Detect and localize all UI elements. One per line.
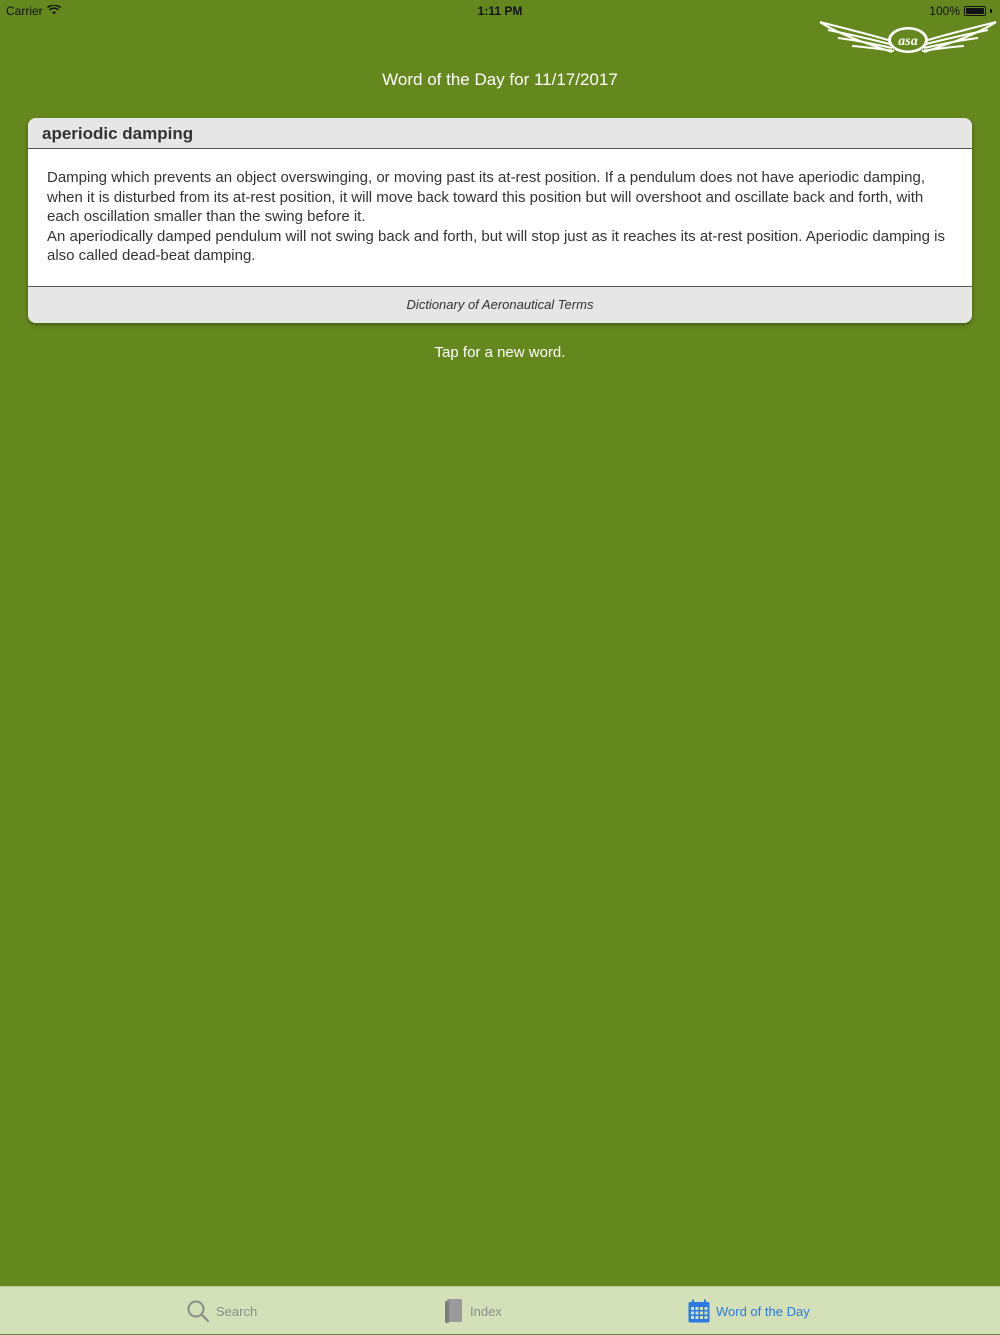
tab-index[interactable] <box>444 1287 502 1335</box>
clock: 1:11 PM <box>477 4 523 18</box>
tab-label: Index <box>470 1303 502 1319</box>
carrier-label: Carrier <box>6 4 43 18</box>
tab-word-of-the-day[interactable] <box>688 1287 810 1335</box>
battery-icon <box>964 6 986 16</box>
word-card[interactable] <box>28 118 972 323</box>
battery-indicator <box>929 4 992 18</box>
definition-body <box>28 149 972 287</box>
book-icon <box>444 1298 464 1324</box>
tab-search[interactable] <box>186 1287 257 1335</box>
search-icon <box>186 1299 210 1323</box>
page-title: Word of the Day for 11/17/2017 <box>382 70 618 89</box>
battery-percent: 100% <box>929 4 960 18</box>
source-label: Dictionary of Aeronautical Terms <box>28 287 972 323</box>
new-word-hint[interactable]: Tap for a new word. <box>434 344 566 361</box>
calendar-icon <box>688 1299 710 1323</box>
tab-label: Word of the Day <box>716 1303 810 1319</box>
asa-wings-logo <box>818 18 998 58</box>
tab-bar <box>0 1286 1000 1334</box>
term-heading: aperiodic damping <box>28 118 972 149</box>
svg-text:asa: asa <box>898 34 918 49</box>
definition-paragraph: An aperiodically damped pendulum will not swing back and forth, but will stop just as it reaches its at-rest position. Aperiodic damping is also called dead-beat damping. <box>47 227 945 264</box>
definition-paragraph: Damping which prevents an object overswinging, or moving past its at-rest position. If a pendulum does not have aperiodic damping, when it is disturbed from its at-rest position, it will move back toward this position but will overshoot and oscillate back and forth, with each oscillation smaller than the swing before it. <box>47 169 925 225</box>
tab-label: Search <box>216 1303 258 1319</box>
